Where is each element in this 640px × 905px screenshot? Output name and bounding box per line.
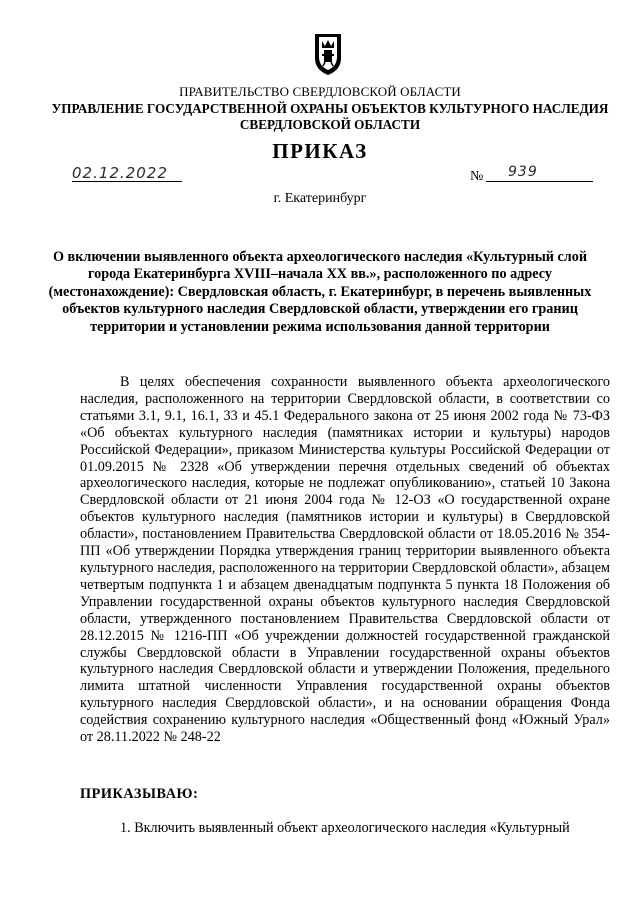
document-subject: О включении выявленного объекта археологического наследия «Культурный слой города Екатеринбурга XVIII–начала XX вв.», расположенного по адресу (местонахождение): Свердловская область, г. Екатеринбург, в перечень выявленных объектов культурного наследия Свердловской области, утверждении его границ территории и установлении режима использования данной территории (48, 249, 592, 335)
department-name: УПРАВЛЕНИЕ ГОСУДАРСТВЕННОЙ ОХРАНЫ ОБЪЕКТОВ КУЛЬТУРНОГО НАСЛЕДИЯ СВЕРДЛОВСКОЙ ОБЛАСТИ (51, 101, 609, 132)
document-type: ПРИКАЗ (272, 139, 368, 163)
order-item-1: 1. Включить выявленный объект археологического наследия «Культурный (120, 820, 570, 836)
coat-of-arms-icon (313, 32, 343, 76)
date-underline (72, 181, 182, 182)
order-word: ПРИКАЗЫВАЮ: (80, 786, 199, 802)
preamble-paragraph: В целях обеспечения сохранности выявленного объекта археологического наследия, расположенного на территории Свердловской области, в соответствии со статьями 3.1, 9.1, 16.1, 33 и 45.1 Федерального закона от 25 июня 2002 года № 73-ФЗ «Об объектах культурного наследия (памятниках истории и культуры) народов Российской Федерации», приказом Министерства культуры Российской Федерации от 01.09.2015 № 2328 «Об утверждении перечня отдельных сведений об объектах археологического наследия, которые не подлежат опубликованию», статьей 10 Закона Свердловской области от 21 июня 2004 года № 12-ОЗ «О государственной охране объектов культурного наследия (памятников истории и культуры) в Свердловской области», постановлением Правительства Свердловской области от 18.05.2016 № 354-ПП «Об утверждении Порядка утверждения границ территории выявленного объекта культурного наследия, расположенного на территории Свердловской области», абзацем четвертым подпункта 1 и абзацем двенадцатым подпункта 5 пункта 18 Положения об Управлении государственной охраны объектов культурного наследия Свердловской области, утвержденного постановлением Правительства Свердловской области от 28.12.2015 № 1216-ПП «Об учреждении должностей государственной гражданской службы Свердловской области в Управлении государственной охраны объектов культурного наследия Свердловской области и утверждении Положения, предельного лимита штатной численности Управления государственной охраны объектов культурного наследия Свердловской области», и на основании обращения Фонда содействия сохранению культурного наследия «Общественный фонд «Южный Урал» от 28.11.2022 № 248-22 (80, 374, 610, 746)
city: г. Екатеринбург (273, 191, 367, 206)
number-underline (486, 181, 593, 182)
number-sign: № (470, 169, 484, 184)
document-number: 939 (508, 164, 538, 180)
document-date: 02.12.2022 (72, 164, 168, 182)
government-name: ПРАВИТЕЛЬСТВО СВЕРДЛОВСКОЙ ОБЛАСТИ (179, 84, 461, 99)
